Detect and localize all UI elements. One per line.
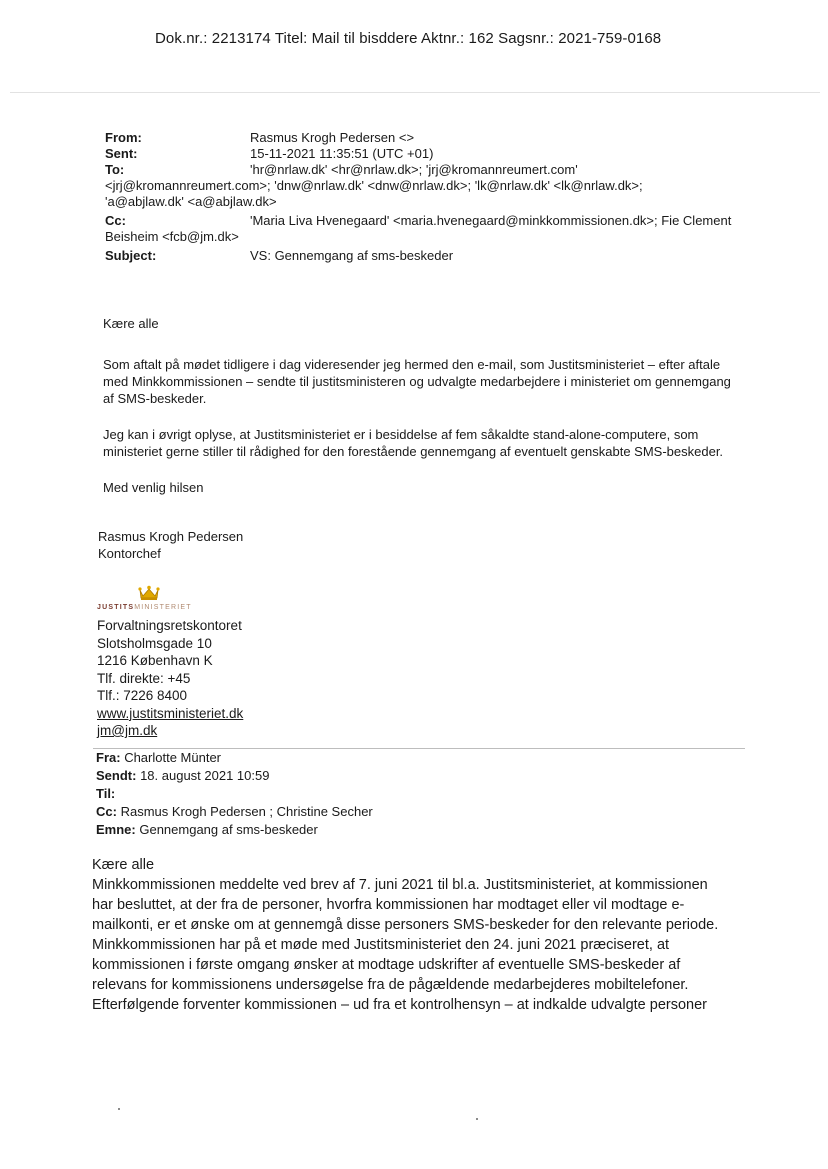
- forwarded-line-4: Minkkommissionen har på et møde med Justitsministeriet den 24. juni 2021 præciseret, at: [92, 937, 670, 953]
- email-link[interactable]: jm@jm.dk: [97, 723, 158, 738]
- cc-row: [105, 213, 765, 245]
- from-row: [105, 130, 765, 146]
- document-id-line: Dok.nr.: 2213174 Titel: Mail til bisddere Aktnr.: 162 Sagsnr.: 2021-759-0168: [155, 30, 662, 47]
- fra-label: Fra:: [96, 750, 121, 765]
- scan-speck: [118, 1108, 120, 1110]
- from-label: From:: [105, 130, 142, 145]
- signature-name: Rasmus Krogh Pedersen: [98, 529, 244, 544]
- sendt-label: Sendt:: [96, 768, 137, 783]
- scan-speck: [476, 1118, 478, 1120]
- sendt-value: 18. august 2021 10:59: [140, 768, 270, 783]
- forwarded-line-2: har besluttet, at der fra de personer, hvorfra kommissionen har modtaget eller vil modtage e-: [92, 897, 685, 913]
- logo-light: MINISTERIET: [134, 604, 192, 611]
- cc2-label: Cc:: [96, 804, 117, 819]
- from-value: Rasmus Krogh Pedersen <>: [250, 130, 415, 145]
- signature-title: Kontorchef: [98, 546, 161, 561]
- subject-label: Subject:: [105, 248, 157, 263]
- phone: Tlf.: 7226 8400: [97, 688, 188, 703]
- cc2-value: Rasmus Krogh Pedersen ; Christine Secher: [120, 804, 373, 819]
- fra-value: Charlotte Münter: [124, 750, 222, 765]
- to-row: [105, 162, 765, 210]
- ministry-logo-text: [97, 604, 192, 611]
- street: Slotsholmsgade 10: [97, 635, 212, 651]
- city: 1216 København K: [97, 653, 213, 668]
- subject-row: [105, 248, 765, 264]
- forwarded-line-5: kommissionen i første omgang ønsker at modtage udskrifter af eventuelle SMS-beskeder af: [92, 957, 681, 973]
- to-value-line3: 'a@abjlaw.dk' <a@abjlaw.dk>: [105, 194, 277, 209]
- emne-value: Gennemgang af sms-beskeder: [139, 822, 318, 837]
- scan-artifact-line: [10, 92, 820, 93]
- message-body: [103, 315, 743, 515]
- logo-bold: JUSTITS: [97, 604, 135, 611]
- cc-value-line1: 'Maria Liva Hvenegaard' <maria.hvenegaard@minkkommissionen.dk>; Fie Clement: [250, 213, 732, 228]
- sent-row: [105, 146, 765, 162]
- forwarded-line-6: relevans for kommissionens undersøgelse fra de pågældende medarbejderes mobiltelefoner.: [92, 977, 689, 993]
- forwarded-body: [92, 855, 732, 1015]
- office-name: Forvaltningsretskontoret: [97, 618, 242, 633]
- forwarded-greeting: Kære alle: [92, 857, 155, 873]
- crown-icon: [137, 583, 161, 601]
- forwarded-line-3: mailkonti, er et ønske om at gennemgå disse personers SMS-beskeder for den relevante periode.: [92, 917, 719, 933]
- sent-label: Sent:: [105, 146, 138, 161]
- til-label: Til:: [96, 786, 116, 801]
- greeting: Kære alle: [103, 316, 159, 331]
- website-link[interactable]: www.justitsministeriet.dk: [97, 705, 244, 721]
- address-block: [97, 617, 243, 740]
- emne-label: Emne:: [96, 822, 136, 837]
- paragraph-1: Som aftalt på mødet tidligere i dag videresender jeg hermed den e-mail, som Justitsministeriet – efter aftale med Minkkommissionen – sendte til justitsministeren og udvalgte medarbejdere i ministeriet om gennemgang af SMS-beskeder.: [103, 357, 731, 406]
- subject-value: VS: Gennemgang af sms-beskeder: [250, 248, 454, 263]
- forwarded-line-1: Minkkommissionen meddelte ved brev af 7. juni 2021 til bl.a. Justitsministeriet, at kommissionen: [92, 877, 708, 893]
- paragraph-2: Jeg kan i øvrigt oplyse, at Justitsministeriet er i besiddelse af fem såkaldte stand-alone-computere, som ministeriet gerne stiller til rådighed for den forestående gennemgang af eventuelt genskabte SMS-beskeder.: [103, 427, 724, 459]
- closing: Med venlig hilsen: [103, 480, 204, 495]
- cc-value-line2: Beisheim <fcb@jm.dk>: [105, 229, 239, 244]
- forwarded-line-7: Efterfølgende forventer kommissionen – ud fra et kontrolhensyn – at indkalde udvalgte personer: [92, 997, 707, 1013]
- to-label: To:: [105, 162, 125, 177]
- signature: [98, 528, 243, 562]
- forwarded-header: [96, 749, 373, 839]
- to-value-line2: <jrj@kromannreumert.com>; 'dnw@nrlaw.dk' <dnw@nrlaw.dk>; 'lk@nrlaw.dk' <lk@nrlaw.dk>;: [105, 178, 643, 193]
- sent-value: 15-11-2021 11:35:51 (UTC +01): [250, 146, 434, 161]
- cc-label: Cc:: [105, 213, 126, 228]
- phone-direct: Tlf. direkte: +45: [97, 670, 191, 686]
- email-header: [105, 130, 765, 264]
- to-value-line1: 'hr@nrlaw.dk' <hr@nrlaw.dk>; 'jrj@kromannreumert.com': [250, 162, 578, 177]
